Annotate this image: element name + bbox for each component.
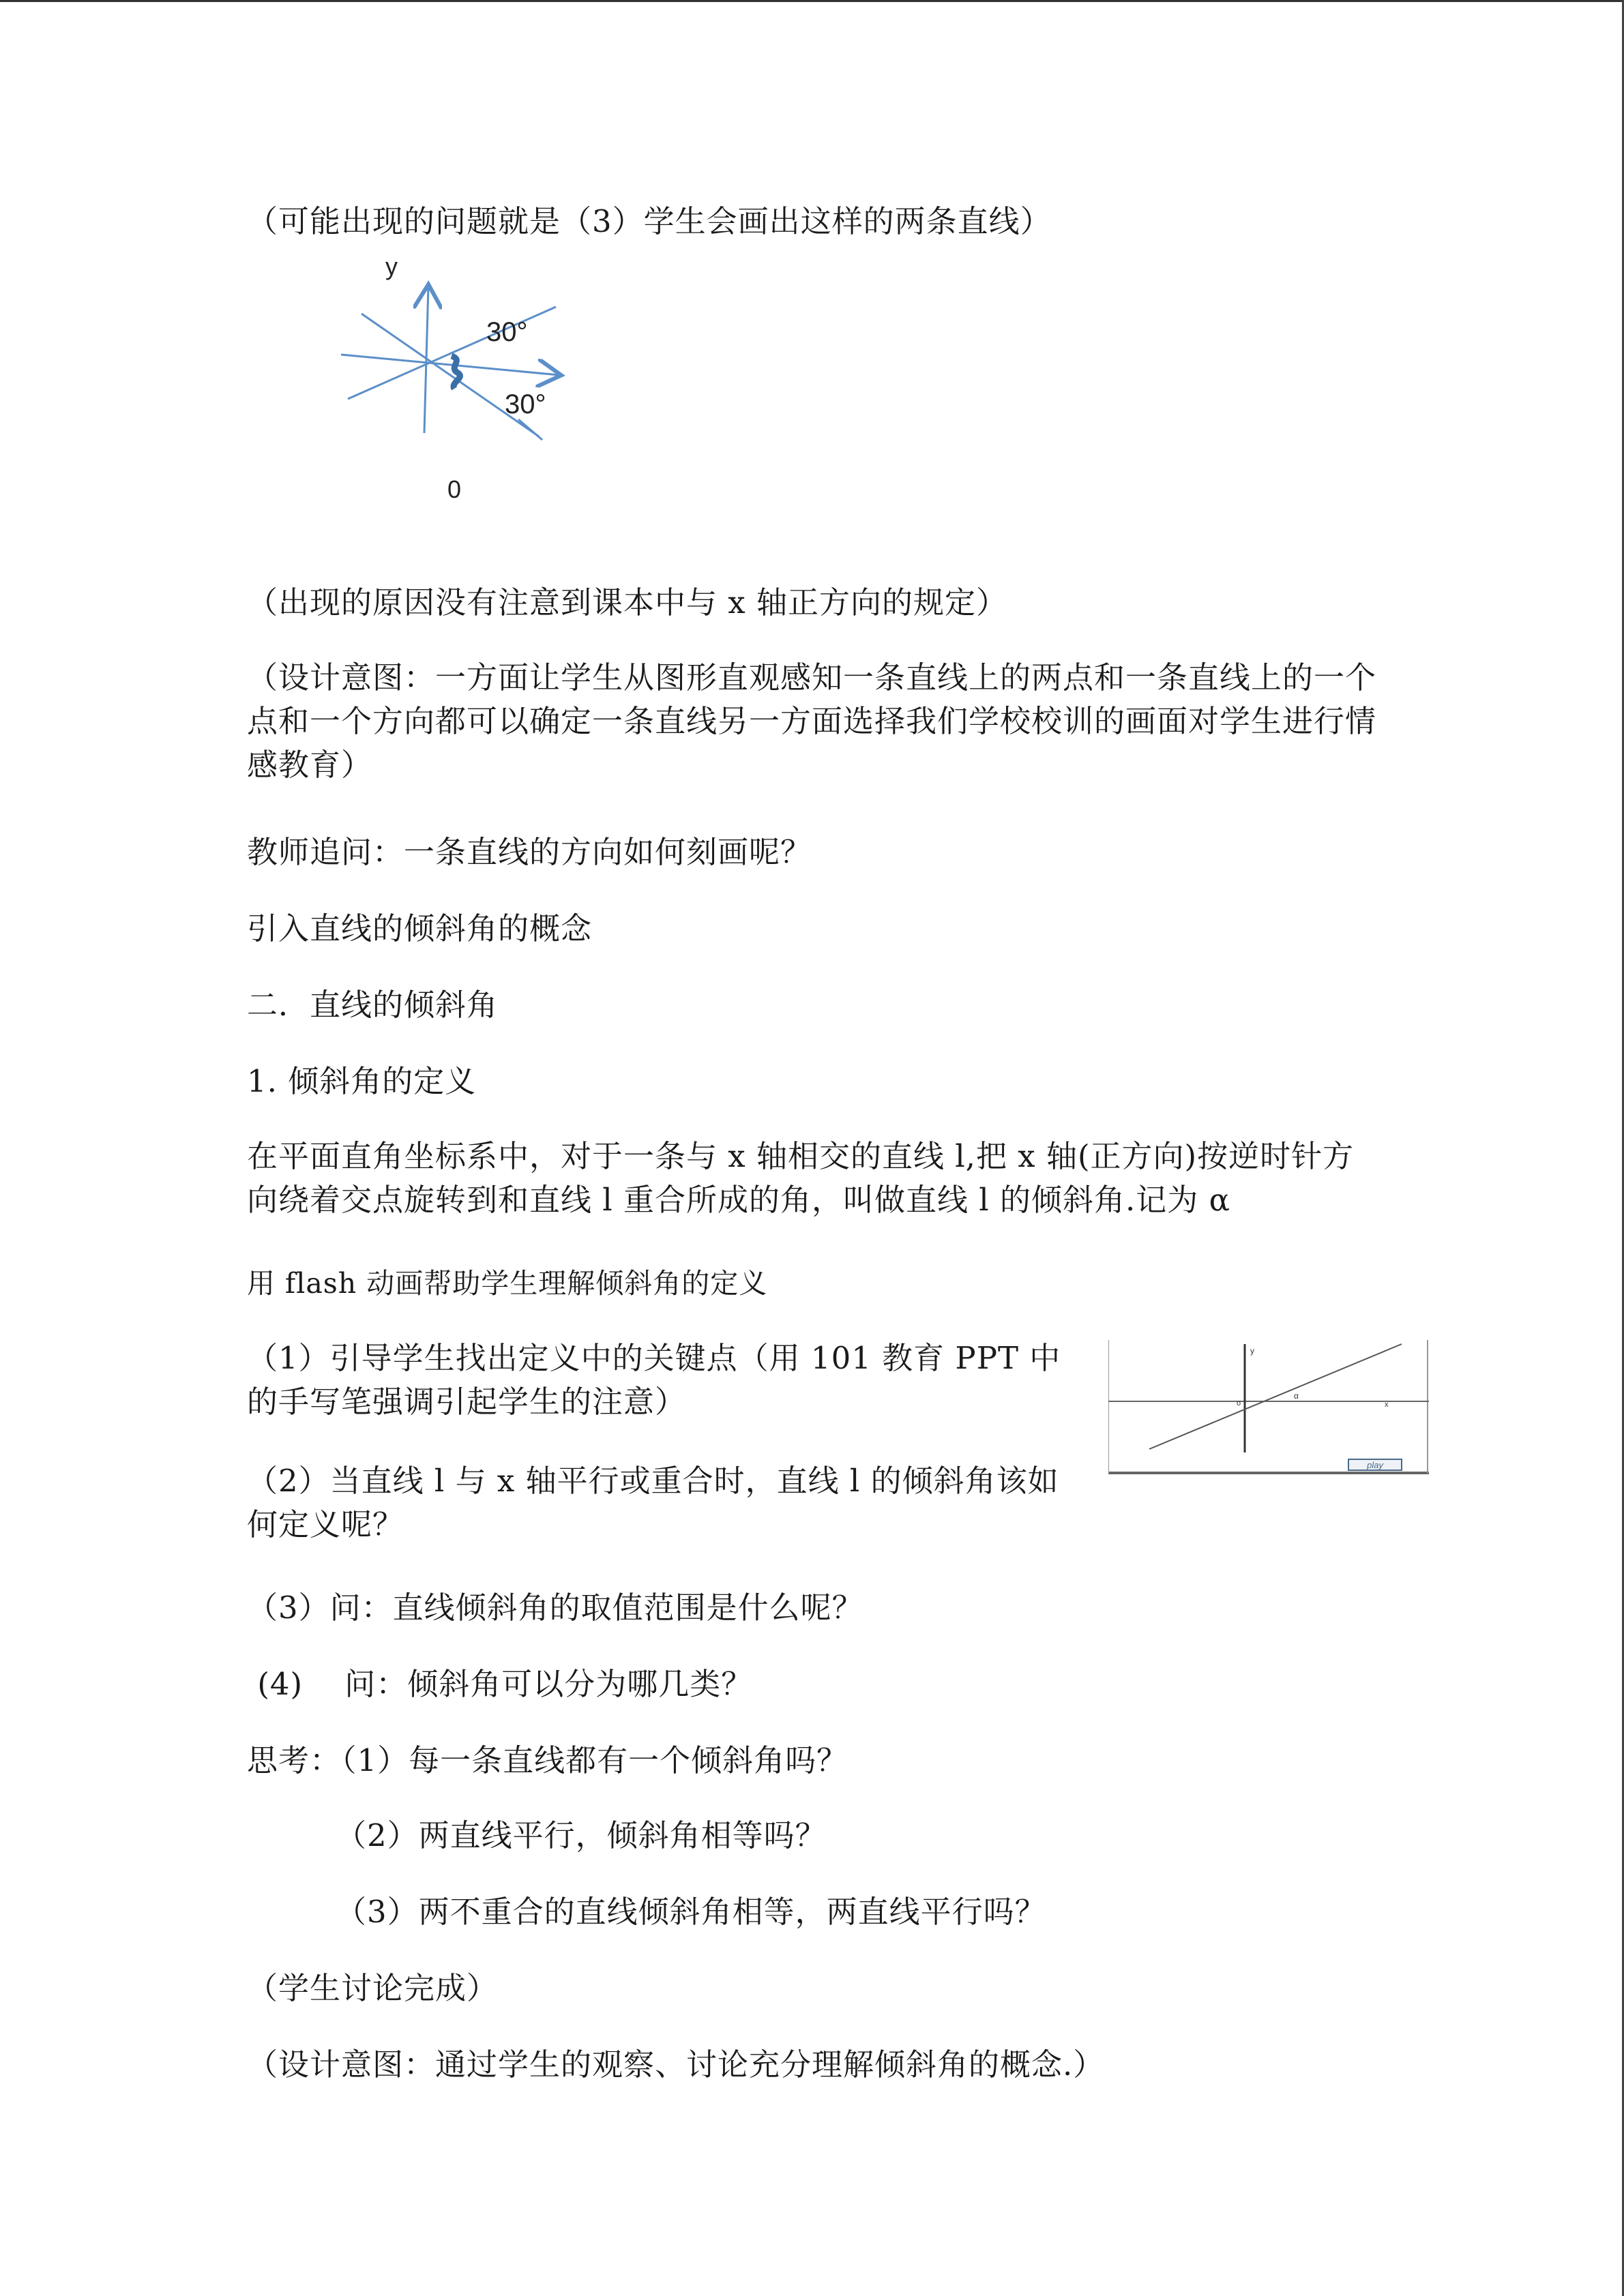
subsection-heading: 1. 倾斜角的定义 <box>247 1063 477 1099</box>
paragraph-think-2: （2）两直线平行，倾斜角相等吗？ <box>336 1817 827 1853</box>
flash-play-label: play <box>1367 1460 1383 1470</box>
paragraph-possible-problem: （可能出现的问题就是（3）学生会画出这样的两条直线） <box>247 203 1052 239</box>
x-axis <box>341 355 559 375</box>
sketch-y-label: y <box>385 252 398 280</box>
flash-animation-figure <box>1108 1340 1429 1480</box>
sketch-origin-label: 0 <box>447 475 462 503</box>
paragraph-definition: 在平面直角坐标系中，对于一条与 x 轴相交的直线 l,把 x 轴(正方向)按逆时针方向绕着交点旋转到和直线 l 重合所成的角，叫做直线 l 的倾斜角.记为 α <box>247 1138 1355 1218</box>
angle-bottom-label: 30° <box>505 389 546 419</box>
paragraph-reason: （出现的原因没有注意到课本中与 x 轴正方向的规定） <box>247 584 1007 621</box>
paragraph-teacher-question: 教师追问：一条直线的方向如何刻画呢？ <box>247 834 812 870</box>
paragraph-design-intent-1: （设计意图：一方面让学生从图形直观感知一条直线上的两点和一条直线上的一个点和一个方向都可以确定一条直线另一方面选择我们学校校训的画面对学生进行情感教育） <box>247 659 1377 783</box>
flash-x-label: x <box>1385 1401 1389 1409</box>
page-top-border <box>0 0 1624 2</box>
paragraph-point-4: (4) 问：倾斜角可以分为哪几类？ <box>247 1666 753 1702</box>
angle-top-label: 30° <box>486 317 528 347</box>
paragraph-point-3: （3）问：直线倾斜角的取值范围是什么呢？ <box>247 1590 863 1626</box>
flash-o-label: o <box>1237 1399 1241 1407</box>
paragraph-point-2: （2）当直线 l 与 x 轴平行或重合时，直线 l 的倾斜角该如何定义呢？ <box>247 1463 1059 1542</box>
two-lines-sketch <box>321 252 593 511</box>
paragraph-point-1: （1）引导学生找出定义中的关键点（用 101 教育 PPT 中的手写笔强调引起学生的注意） <box>247 1340 1061 1420</box>
section-heading: 二．直线的倾斜角 <box>247 987 499 1023</box>
paragraph-think-1: 思考：（1）每一条直线都有一个倾斜角吗？ <box>247 1742 848 1778</box>
paragraph-introduce-concept: 引入直线的倾斜角的概念 <box>247 910 593 946</box>
line-tail <box>518 419 542 440</box>
paragraph-think-3: （3）两不重合的直线倾斜角相等，两直线平行吗？ <box>336 1894 1046 1930</box>
paragraph-discussion: （学生讨论完成） <box>247 1970 499 2006</box>
paragraph-design-intent-2: （设计意图：通过学生的观察、讨论充分理解倾斜角的概念.） <box>247 2046 1105 2083</box>
paragraph-flash-note: 用 flash 动画帮助学生理解倾斜角的定义 <box>247 1267 768 1300</box>
flash-y-label: y <box>1250 1346 1254 1356</box>
flash-alpha-label: α <box>1294 1391 1299 1401</box>
angle-mark <box>452 356 460 389</box>
